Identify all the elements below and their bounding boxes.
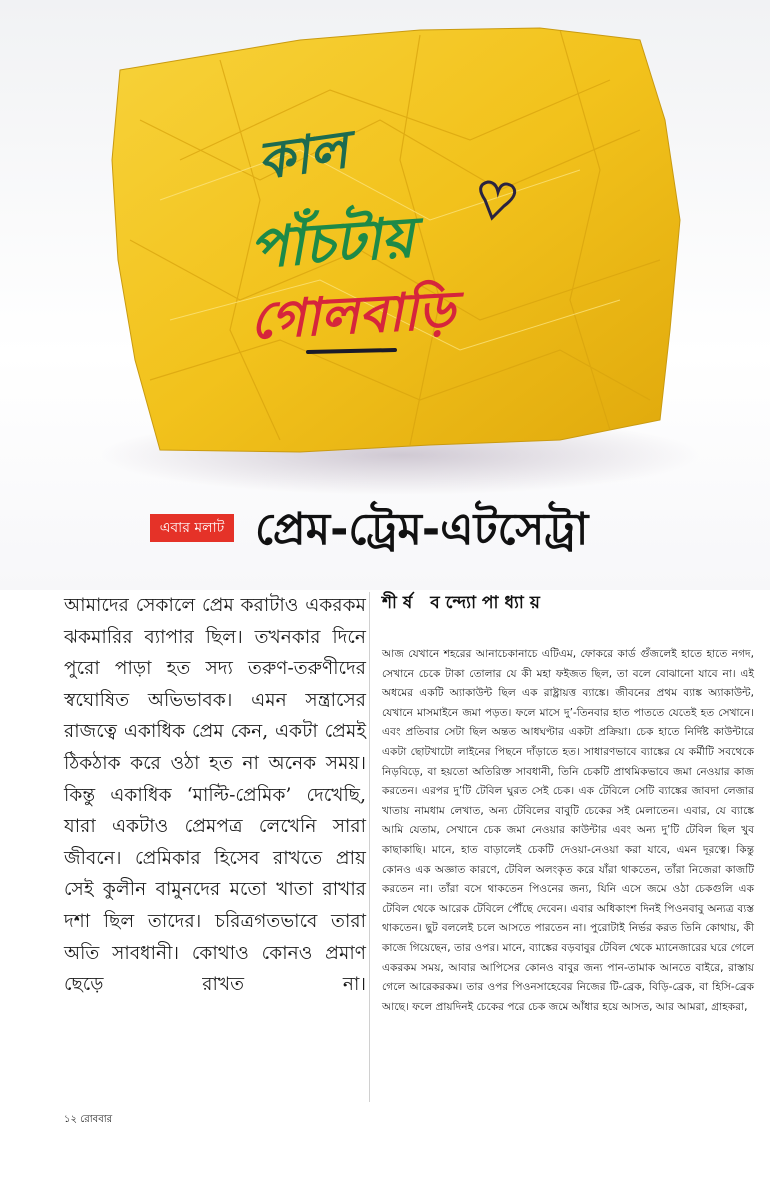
note-line-1: কাল (253, 119, 352, 193)
author-byline: শীর্ষ বন্দ্যোপাধ্যায় (382, 593, 546, 613)
article-body (382, 645, 754, 1017)
note-line-3: গোলবাড়ি (248, 279, 457, 352)
lede-text: আমাদের সেকালে প্রেম করাটাও একরকম ঝকমারির ব্যাপার ছিল। তখনকার দিনে পুরো পাড়া হত সদ্য তরুণ-তরুণীদের স্বঘোষিত অভিভাবক। এমন সন্ত্রাসের রাজত্বে একাধিক প্রেম কেন, একটা প্রেমই ঠিকঠাক করে ওঠা হত না অনেক সময়। কিন্তু একাধিক ‘মাল্টি-প্রেমিক’ দেখেছি, যারা একটাও প্রেমপত্র লেখেনি সারা জীবনে। প্রেমিকার হিসেব রাখতে প্রায় সেই কুলীন বামুনদের মতো খাতা রাখার দশা ছিল তাদের। চরিত্রগতভাবে তারা অতি সাবধানী। কোথাও কোনও প্রমাণ ছেড়ে রাখত না। (64, 595, 366, 996)
lede-paragraph (64, 590, 366, 1001)
article-headline: প্রেম-ট্রেম-এটসেট্রা (255, 504, 589, 555)
page-folio: ১২ রোববার (64, 1114, 113, 1125)
section-tag: এবার মলাট (150, 514, 234, 542)
body-text: আজ যেখানে শহরের আনাচেকানাচে এটিএম, ফোকরে কার্ড গুঁজলেই হাতে হাতে নগদ, সেখানে চেকে টাকা তোলার যে কী মহা ফইজত ছিল, তা বলে বোঝানো যাবে না। এই অধমের একটি অ্যাকাউন্ট ছিল এক রাষ্ট্রায়ত্ত ব্যাঙ্কে। জীবনের প্রথম ব্যাঙ্ক অ্যাকাউন্ট, যেখানে মাসমাইনে জমা পড়ত। ফলে মাসে দু’-তিনবার হাত পাততে যেতেই হত সেখানে। এবং প্রতিবার সেটা ছিল অন্তত আধঘণ্টার একটা প্রক্রিয়া। চেক হাতে নির্দিষ্ট কাউন্টারে একটা ছোটখাটো লাইনের পিছনে দাঁড়াতে হত। সাধারণভাবে ব্যাঙ্কের যে কর্মীটি সবথেকে নিড়বিড়ে, বা হয়তো অতিরিক্ত সাবধানী, তিনি চেকটি প্রাথমিকভাবে জমা নেওয়ার কাজ করতেন। এরপর দু’টি টেবিল ঘুরত সেই চেক। এক টেবিলে সেটি ব্যাঙ্কের জাবদা লেজার খাতায় নামধাম লেখাত, অন্য টেবিলের বাবুটি চেকের সই মেলাতেন। এবার, যে ব্যাঙ্কে আমি যেতাম, সেখানে চেক জমা নেওয়ার কাউন্টার এবং অন্য দু’টি টেবিল ছিল খুব কাছাকাছি। মানে, হাত বাড়ালেই চেকটি দেওয়া-নেওয়া করা যাবে, এমন দূরত্বে। কিন্তু কোনও এক অজ্ঞাত কারণে, টেবিল অলংকৃত করে যাঁরা থাকতেন, তাঁরা নিজেরা কাজটি করতেন না। তাঁরা বসে থাকতেন পিওনের জন্য, যিনি এসে জমে ওঠা চেকগুলি এক টেবিল থেকে আরেক টেবিলে পৌঁছে দেবেন। এবার অধিকাংশ দিনই পিওনবাবু অন্যত্র ব্যস্ত থাকতেন। ছুট বললেই চলে আসতে পারতেন না। পুরোটাই নির্ভর করত তিনি কোথায়, কী কাজে গিয়েছেন, তার ওপর। মানে, ব্যাঙ্কের বড়বাবুর টেবিল থেকে ম্যানেজারের ঘরে গেলে একরকম সময়, আবার আপিসের কোনও বাবুর জন্য পান-তামাক আনতে বাইরে, রাস্তায় গেলে আরেকরকম। তার ওপর পিওনসাহেবের নিজের টি-ব্রেক, বিড়ি-ব্রেক, বা হিসি-ব্রেক আছে। ফলে প্রায়দিনই চেকের পরে চেক জমে আঁধার হয়ে আসত, আর আমরা, গ্রাহকরা, (382, 648, 754, 1013)
note-line-2: পাঁচটায় (247, 204, 417, 282)
column-divider (369, 592, 370, 1102)
